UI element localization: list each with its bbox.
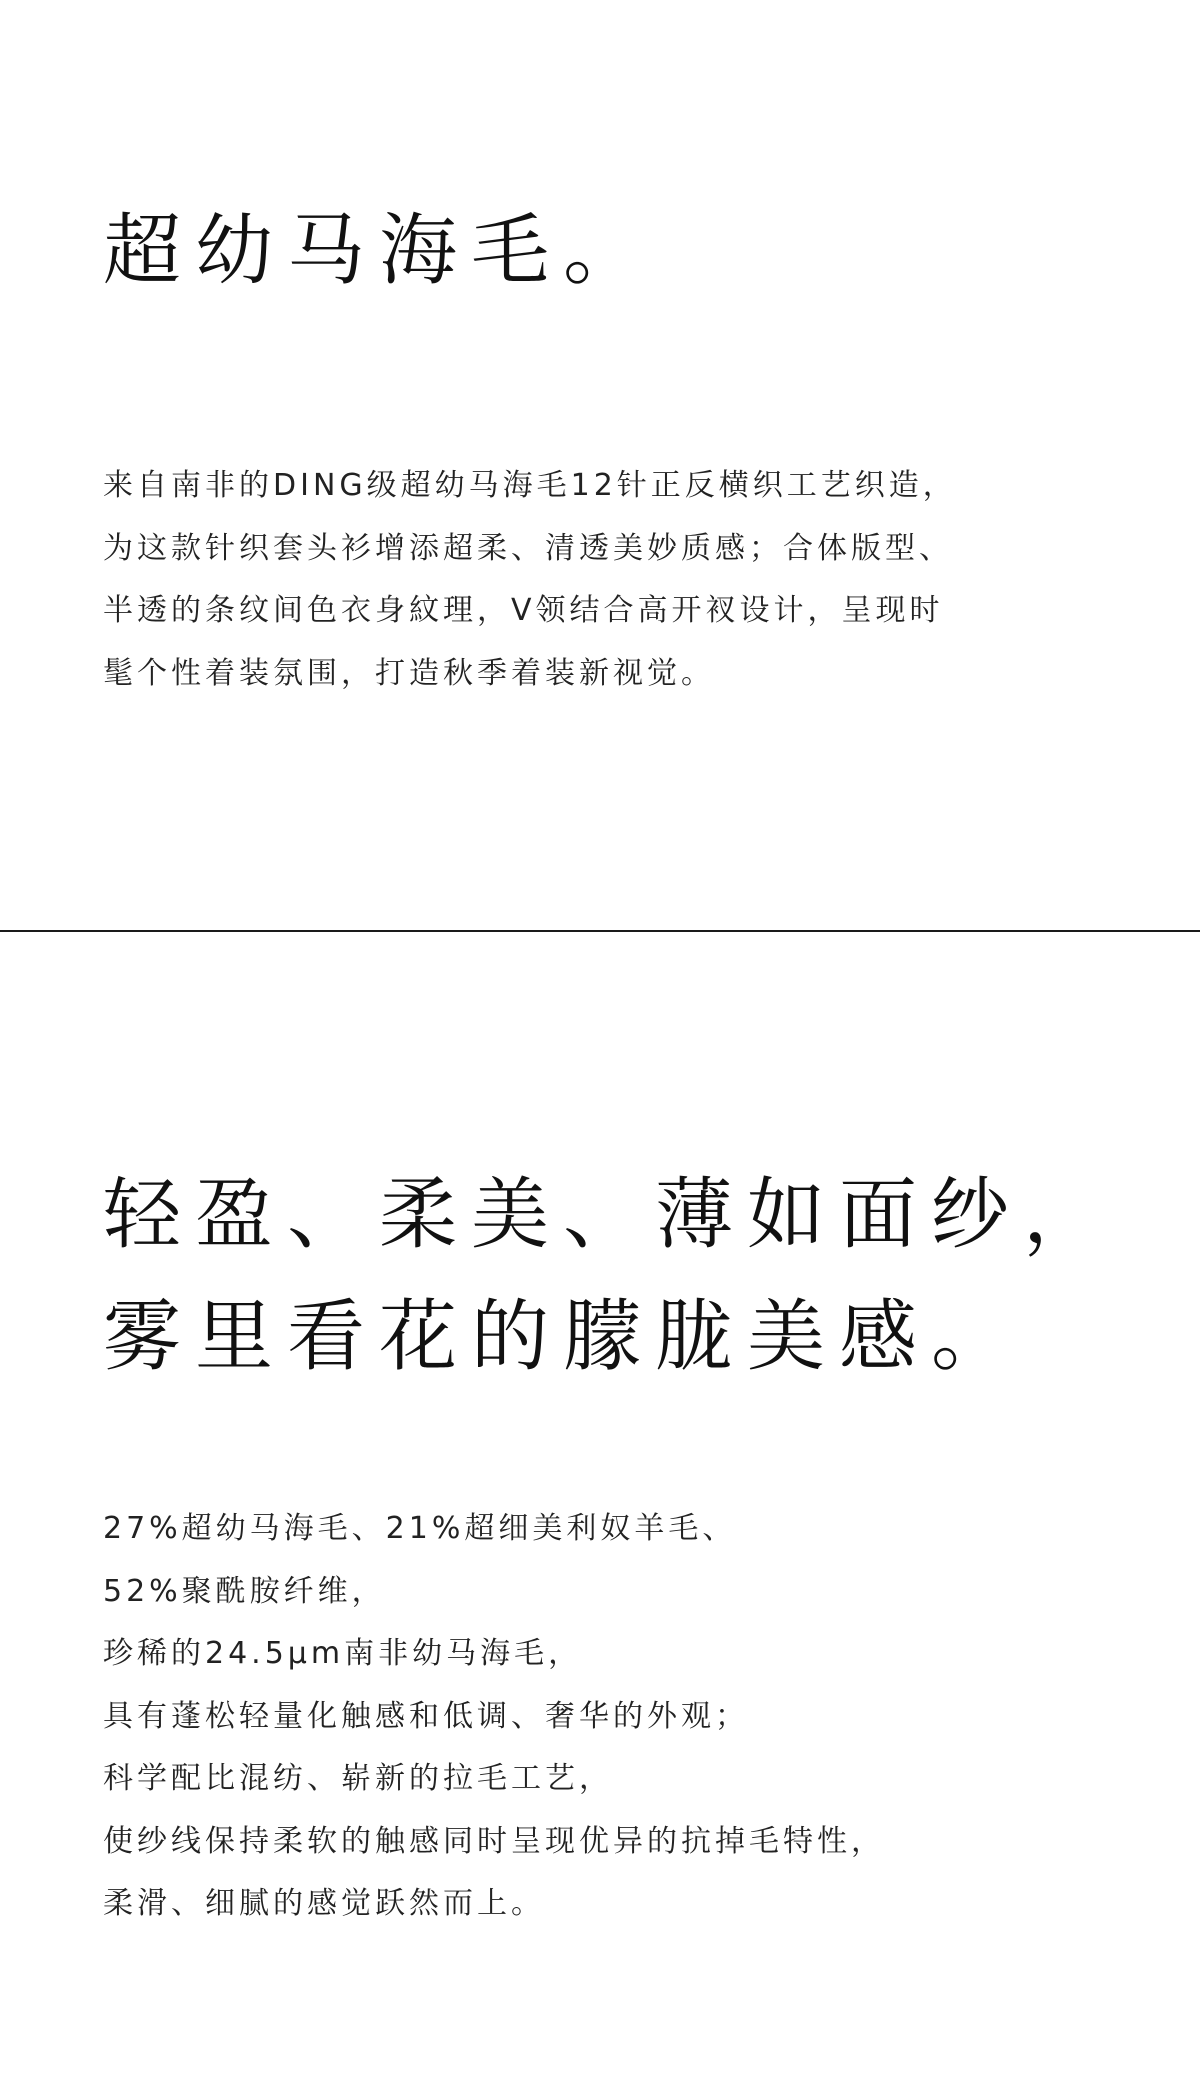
paragraph-line: 珍稀的24.5μm南非幼马海毛， <box>103 1636 583 1671</box>
section-title <box>103 190 655 312</box>
description-paragraph <box>103 455 957 705</box>
paragraph-line: 髦个性着装氛围，打造秋季着装新视觉。 <box>103 655 715 691</box>
paragraph-line: 来自南非的DING级超幼马海毛12针正反横织工艺织造， <box>103 468 957 503</box>
intro-section <box>0 0 1200 930</box>
title-line: 轻盈、柔美、薄如面纱， <box>103 1170 1116 1260</box>
paragraph-line: 具有蓬松轻量化触感和低调、奢华的外观； <box>103 1698 749 1734</box>
paragraph-line: 52%聚酰胺纤维， <box>103 1573 386 1609</box>
section-title <box>103 1154 1115 1398</box>
paragraph-line: 科学配比混纺、崭新的拉毛工艺， <box>103 1761 613 1796</box>
paragraph-line: 半透的条纹间色衣身紋理，V领结合高开衩设计，呈现时 <box>103 593 944 628</box>
paragraph-line: 为这款针织套头衫增添超柔、清透美妙质感；合体版型、 <box>103 530 953 566</box>
material-composition-paragraph <box>103 1498 885 1936</box>
features-section <box>0 932 1200 2084</box>
title-line: 雾里看花的朦胧美感。 <box>103 1292 1024 1382</box>
paragraph-line: 使纱线保持柔软的触感同时呈现优异的抗掉毛特性， <box>103 1823 885 1859</box>
paragraph-line: 柔滑、细腻的感觉跃然而上。 <box>103 1886 545 1921</box>
title-line: 超幼马海毛。 <box>103 206 656 296</box>
paragraph-line: 27%超幼马海毛、21%超细美利奴羊毛、 <box>103 1511 737 1546</box>
